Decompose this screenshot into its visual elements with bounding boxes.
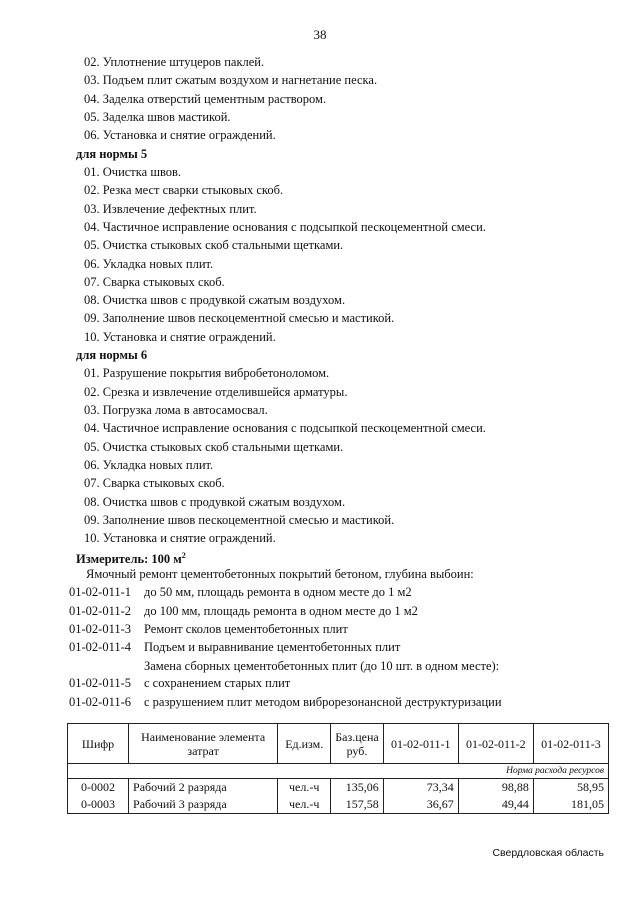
row-text: до 100 мм, площадь ремонта в одном месте до 1 м2 — [144, 604, 418, 618]
cell-norm-1: 73,34 — [383, 779, 458, 797]
blank-cell — [68, 764, 384, 779]
list-item: 01. Очистка швов. — [84, 165, 182, 179]
col-header-unit: Ед.изм. — [278, 724, 331, 764]
table-row — [68, 779, 609, 797]
list-item: 02. Резка мест сварки стыковых скоб. — [84, 183, 284, 197]
page-number: 38 — [313, 27, 327, 42]
measure-label: Измеритель: 100 м — [76, 552, 182, 567]
cell-code: 0-0002 — [68, 779, 129, 797]
code-row — [0, 622, 640, 638]
col-header-code: Шифр — [68, 724, 129, 764]
col-header-norm-2: 01-02-011-2 — [458, 724, 533, 764]
row-code: 01-02-011-3 — [69, 622, 132, 636]
cell-code: 0-0003 — [68, 796, 129, 814]
row-text: с разрушением плит методом виброрезонансной деструктуризации — [144, 695, 502, 709]
col-header-norm-3: 01-02-011-3 — [533, 724, 608, 764]
list-item: 03. Извлечение дефектных плит. — [84, 202, 257, 216]
list-item: 03. Погрузка лома в автосамосвал. — [84, 403, 268, 417]
col-header-name: Наименование элемента затрат — [129, 724, 278, 764]
cell-name: Рабочий 2 разряда — [129, 779, 278, 797]
list-item: 02. Срезка и извлечение отделившейся арматуры. — [84, 385, 348, 399]
list-item: 06. Укладка новых плит. — [84, 458, 214, 472]
col-header-norm-1: 01-02-011-1 — [383, 724, 458, 764]
list-item: 10. Установка и снятие ограждений. — [84, 531, 276, 545]
cell-norm-2: 49,44 — [458, 796, 533, 814]
measure-superscript: 2 — [181, 551, 186, 560]
resource-norms-table — [67, 723, 609, 814]
list-item: 05. Очистка стыковых скоб стальными щетками. — [84, 238, 344, 252]
cell-name: Рабочий 3 разряда — [129, 796, 278, 814]
norm-label: Норма расхода ресурсов — [383, 764, 608, 779]
cell-price: 157,58 — [331, 796, 384, 814]
cell-unit: чел.-ч — [278, 779, 331, 797]
cell-norm-2: 98,88 — [458, 779, 533, 797]
row-text: Подъем и выравнивание цементобетонных плит — [144, 640, 401, 654]
code-row — [0, 640, 640, 656]
row-code: 01-02-011-1 — [69, 585, 132, 599]
list-item: 06. Установка и снятие ограждений. — [84, 128, 276, 142]
code-row — [0, 604, 640, 620]
list-item: 05. Заделка швов мастикой. — [84, 110, 231, 124]
footer-region: Свердловская область — [492, 847, 604, 859]
section-heading-norm5: для нормы 5 — [76, 147, 148, 161]
list-item: 01. Разрушение покрытия вибробетоноломом. — [84, 366, 330, 380]
list-item: 09. Заполнение швов пескоцементной смесью и мастикой. — [84, 311, 395, 325]
list-item: 08. Очистка швов с продувкой сжатым воздухом. — [84, 495, 346, 509]
cell-norm-3: 181,05 — [533, 796, 608, 814]
cell-unit: чел.-ч — [278, 796, 331, 814]
row-text: до 50 мм, площадь ремонта в одном месте до 1 м2 — [144, 585, 412, 599]
code-row — [0, 695, 640, 711]
norm-label-row — [68, 764, 609, 779]
table-row — [68, 796, 609, 814]
list-item: 09. Заполнение швов пескоцементной смесью и мастикой. — [84, 513, 395, 527]
row-code: 01-02-011-2 — [69, 604, 132, 618]
cell-norm-1: 36,67 — [383, 796, 458, 814]
table-header-row — [68, 724, 609, 764]
list-item: 07. Сварка стыковых скоб. — [84, 476, 225, 490]
row-text: Ремонт сколов цементобетонных плит — [144, 622, 348, 636]
cell-norm-3: 58,95 — [533, 779, 608, 797]
row-code: 01-02-011-6 — [69, 695, 132, 709]
row-code: 01-02-011-4 — [69, 640, 132, 654]
sub-description: Замена сборных цементобетонных плит (до 10 шт. в одном месте): — [144, 659, 500, 673]
work-description: Ямочный ремонт цементобетонных покрытий бетоном, глубина выбоин: — [86, 567, 474, 581]
cell-price: 135,06 — [331, 779, 384, 797]
list-item: 02. Уплотнение штуцеров паклей. — [84, 55, 265, 69]
list-item: 06. Укладка новых плит. — [84, 257, 214, 271]
list-item: 04. Заделка отверстий цементным раствором. — [84, 92, 327, 106]
measure-title — [76, 548, 186, 567]
list-item: 07. Сварка стыковых скоб. — [84, 275, 225, 289]
code-row — [0, 676, 640, 692]
list-item: 10. Установка и снятие ограждений. — [84, 330, 276, 344]
list-item: 04. Частичное исправление основания с подсыпкой пескоцементной смеси. — [84, 220, 486, 234]
list-item: 04. Частичное исправление основания с подсыпкой пескоцементной смеси. — [84, 421, 486, 435]
list-item: 03. Подъем плит сжатым воздухом и нагнетание песка. — [84, 73, 378, 87]
list-item: 05. Очистка стыковых скоб стальными щетками. — [84, 440, 344, 454]
row-code: 01-02-011-5 — [69, 676, 132, 690]
row-text: с сохранением старых плит — [144, 676, 291, 690]
list-item: 08. Очистка швов с продувкой сжатым воздухом. — [84, 293, 346, 307]
col-header-price: Баз.цена руб. — [331, 724, 384, 764]
section-heading-norm6: для нормы 6 — [76, 348, 148, 362]
code-row — [0, 585, 640, 601]
